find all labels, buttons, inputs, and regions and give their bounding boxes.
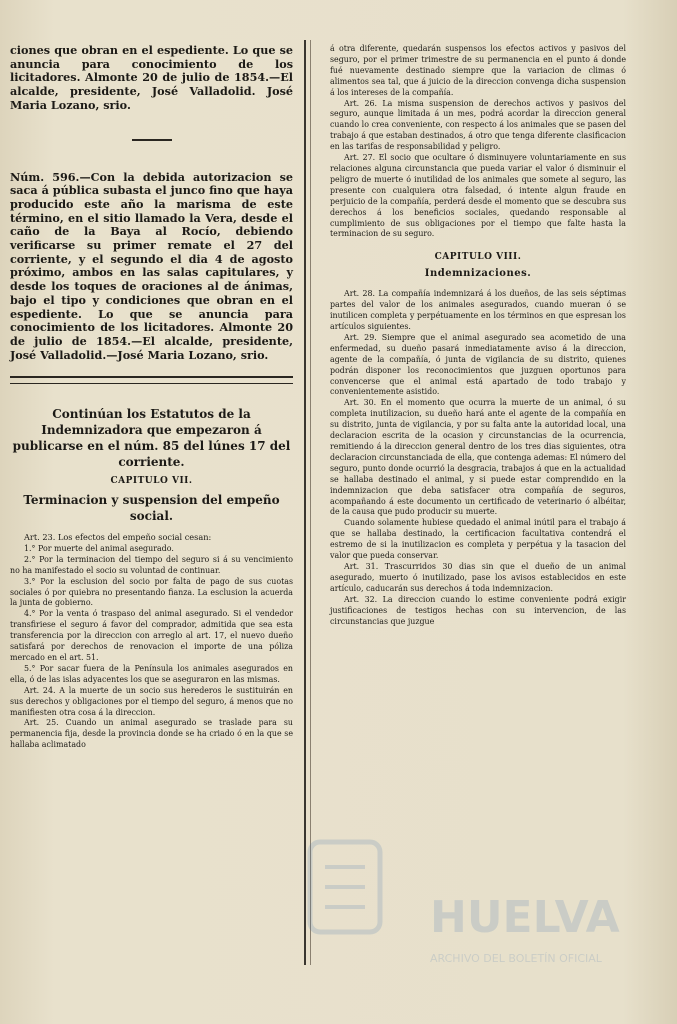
paragraph-closing-notice: ciones que obran en el espediente. Lo que se anuncia para conocimiento de los licitadores. Almonte 20 de julio de 1854.—El alcalde, presidente, José Valladolid. José Maria Lozano, srio.: [10, 43, 293, 112]
article-23: Art. 23. Los efectos del empeño social cesan:: [24, 532, 212, 543]
double-rule: [10, 376, 293, 384]
watermark-logo: [270, 822, 620, 1012]
article-30-continuation: Cuando solamente hubiese quedado el animal inútil para el trabajo á que se hallaba destinado, la certificacion facultativa contendrá el estremo de si la inutilizacion es completa y perpétua y la tasacion del valor que pueda conservar.: [330, 518, 626, 561]
article-24: Art. 24. A la muerte de un socio sus herederos le sustituirán en sus derechos y obligaciones por el tiempo del seguro, á menos que no manifiesten otra cosa á la direccion.: [10, 685, 293, 717]
article-23-item-5: 5.° Por sacar fuera de la Península los animales asegurados en ella, ó de las islas adyacentes los que se aseguraron en las mismas.: [10, 663, 293, 684]
notice-596: Núm. 596.—Con la debida autorizacion se saca á pública subasta el junco fino que haya producido este año la marisma de este término, en el sitio llamado la Vera, desde el caño de la Baya al Rocío, debiendo verificarse su primer remate el 27 del corriente, y el segundo el dia 4 de agosto próximo, ambos en las salas capitulares, y desde los toques de oraciones al de ánimas, bajo el tipo y condiciones que obran en el espediente. Lo que se anuncia para conocimiento de los licitadores. Almonte 20 de julio de 1854.—El alcalde, presidente, José Valladolid.—José Maria Lozano, srio.: [10, 169, 293, 362]
article-27: Art. 27. El socio que ocultare ó disminuyere voluntariamente en sus relaciones alguna circunstancia que pueda variar el valor ó disminuir el peligro de muerte ó inutilidad de los animales que somete al seguro, las presente con cualquiera otra falsedad, ó intente algun fraude en perjuicio de la compañía, perderá desde el momento que se descubra sus derechos á los beneficios sociales, quedando responsable al cumplimiento de sus obligaciones por el tiempo que falte hasta la terminacion de su seguro.: [330, 153, 626, 239]
article-31: Art. 31. Trascurridos 30 dias sin que el dueño de un animal asegurado, muerto ó inutilizado, pase los avisos establecidos en este artículo, caducarán sus derechos á toda indemnizacion.: [330, 561, 626, 593]
chapter-8-title: Indemnizaciones.: [424, 268, 532, 280]
chapter-8-label: CAPITULO VIII.: [434, 252, 522, 263]
huelva-watermark: [270, 822, 620, 1012]
statutes-heading: Continúan los Estatutos de la Indemnizadora que empezaron á publicarse en el núm. 85 del lúnes 17 del corriente.: [12, 407, 291, 470]
watermark-subtext: ARCHIVO DEL BOLETÍN OFICIAL: [430, 952, 602, 965]
article-32: Art. 32. La direccion cuando lo estime conveniente podrá exigir justificaciones de testigos hechas con su intervencion, de las circunstancias que juzgue: [330, 594, 626, 626]
chapter-7-label: CAPITULO VII.: [110, 476, 193, 487]
article-23-item-2: 2.° Por la terminacion del tiempo del seguro si á su vencimiento no ha manifestado el socio su voluntad de continuar.: [10, 554, 293, 575]
article-29: Art. 29. Siempre que el animal asegurado sea acometido de una enfermedad, su dueño pasará inmediatamente aviso á la direccion, agente de la compañía, ó junta de vigilancia de su distrito, quienes podrán disponer los reconocimientos que juzguen oportunos para convencerse que el animal está apartado de todo trabajo y convenientemente asistido.: [330, 332, 626, 397]
article-30: Art. 30. En el momento que ocurra la muerte de un animal, ó su completa inutilizacion, su dueño hará ante el agente de la compañía en su distrito, junta de vigilancia, y por su falta ante la autoridad local, una declaracion escrita de la ocasion y circunstancias de la ocurrencia, remitiendo á la direccion general dentro de los tres dias siguientes, otra declaracion circunstanciada de ella, que contenga ademas: El número del seguro, punto donde ocurrió la desgracia, trabajos á que en la actualidad se hallaba destinado el animal, y si puede estar comprendido en la indemnizacion que deba satisfacer otra compañía de seguros, acompañando á este documento un certificado de veterinario ó albéitar, de la causa que pudo producir su muerte.: [330, 398, 626, 517]
right-column: [330, 44, 626, 627]
chapter-7-title: Terminacion y suspension del empeño social.: [23, 493, 280, 524]
short-separator: [132, 139, 172, 141]
article-28: Art. 28. La compañía indemnizará á los dueños, de las seis séptimas partes del valor de los animales asegurados, cuando mueran ó se inutilicen completa y perpétuamente en los términos en que espresan los artículos siguientes.: [330, 289, 626, 332]
column-divider: [304, 40, 306, 965]
article-25-continued: á otra diferente, quedarán suspensos los efectos activos y pasivos del seguro, por el primer trimestre de su permanencia en el punto á donde fué nuevamente destinado siempre que la variacion de climas ó alimentos sea tal, que á juicio de la direccion convenga dicha suspension á los intereses de la compañía.: [330, 44, 626, 97]
article-23-item-4: 4.° Por la venta ó traspaso del animal asegurado. Si el vendedor transfiriese el seguro á favor del comprador, admitida que sea esta transferencia por la direccion con arreglo al art. 17, el nuevo dueño satisfará por derechos de renovacion el importe de una póliza mercado en el art. 51.: [10, 609, 293, 663]
left-column: [10, 44, 293, 751]
article-25: Art. 25. Cuando un animal asegurado se traslade para su permanencia fija, desde la provincia donde se ha criado ó en la que se hallaba aclimatado: [10, 718, 293, 750]
column-divider-thin: [310, 40, 311, 965]
article-26: Art. 26. La misma suspension de derechos activos y pasivos del seguro, aunque limitada á un mes, podrá acordar la direccion general cuando lo crea conveniente, con respecto á los animales que se pasen del trabajo á que estaban destinados, á otro que tenga diferente clasificacion en las tarifas de responsabilidad y peligro.: [330, 98, 626, 152]
article-23-item-1: 1.° Por muerte del animal asegurado.: [24, 543, 174, 553]
watermark-text: HUELVA: [430, 892, 620, 943]
article-23-item-3: 3.° Por la esclusion del socio por falta de pago de sus cuotas sociales ó por quiebra no presentando fianza. La esclusion la acuerda la junta de gobierno.: [10, 576, 293, 608]
